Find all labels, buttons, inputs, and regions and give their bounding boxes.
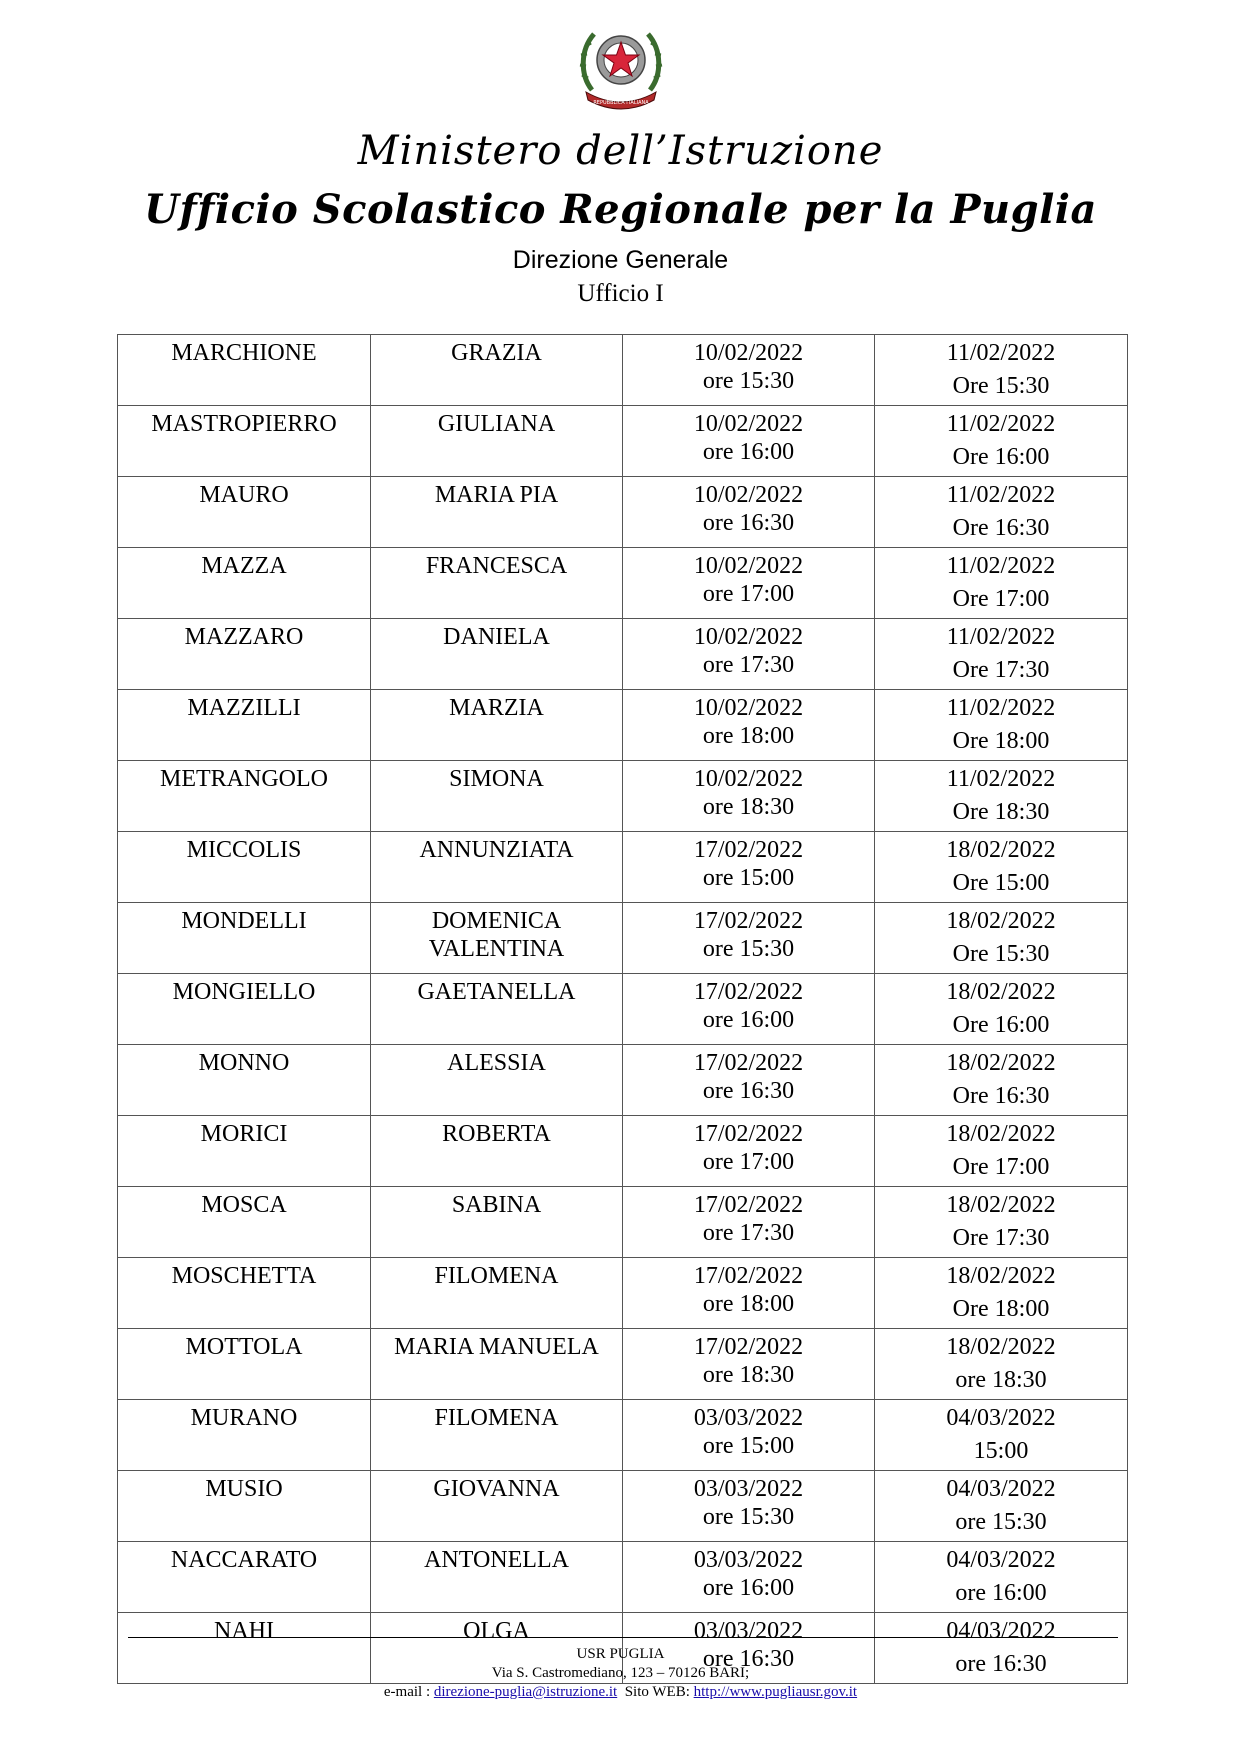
name-cell <box>371 335 623 406</box>
second-date-cell <box>875 335 1128 406</box>
surname-text: MUSIO <box>205 1476 283 1502</box>
second-date-cell <box>875 477 1128 548</box>
surname-cell <box>118 1471 371 1542</box>
time-text: Ore 18:30 <box>952 799 1050 825</box>
footer-address: Via S. Castromediano, 123 – 70126 BARI; <box>491 1665 750 1681</box>
name-cell <box>371 974 623 1045</box>
time-text: Ore 15:30 <box>952 941 1050 967</box>
unit-title: Ufficio I <box>577 280 664 307</box>
name-cell <box>371 548 623 619</box>
date-text: 10/02/2022 <box>693 482 804 508</box>
name-cell <box>371 619 623 690</box>
surname-cell <box>118 619 371 690</box>
surname-text: MOSCHETTA <box>171 1263 317 1289</box>
date-text: 18/02/2022 <box>946 1192 1056 1218</box>
table-row <box>118 1116 1128 1187</box>
table-row <box>118 903 1128 974</box>
name-cell <box>371 1258 623 1329</box>
date-text: 03/03/2022 <box>693 1618 804 1644</box>
first-date-cell <box>623 1329 875 1400</box>
name-text: ALESSIA <box>447 1050 546 1076</box>
date-text: 04/03/2022 <box>946 1476 1056 1502</box>
first-date-cell <box>623 832 875 903</box>
surname-text: MOTTOLA <box>185 1334 303 1360</box>
time-text: ore 17:30 <box>702 652 795 678</box>
surname-text: METRANGOLO <box>160 766 328 792</box>
time-text: 15:00 <box>973 1438 1029 1464</box>
surname-text: MARCHIONE <box>171 340 317 366</box>
surname-cell <box>118 761 371 832</box>
time-text: Ore 18:00 <box>952 728 1050 754</box>
name-cell <box>371 761 623 832</box>
date-text: 10/02/2022 <box>693 411 804 437</box>
second-date-cell <box>875 690 1128 761</box>
surname-cell <box>118 406 371 477</box>
footer-contacts <box>0 1683 1241 1702</box>
date-text: 04/03/2022 <box>946 1618 1056 1644</box>
name-cell <box>371 1471 623 1542</box>
surname-text: MAURO <box>199 482 289 508</box>
name-text: ROBERTA <box>442 1121 551 1147</box>
first-date-cell <box>623 1187 875 1258</box>
surname-cell <box>118 832 371 903</box>
name-text: FRANCESCA <box>425 553 568 579</box>
footer-org: USR PUGLIA <box>576 1646 665 1662</box>
surname-cell <box>118 335 371 406</box>
time-text: ore 16:00 <box>702 439 795 465</box>
surname-cell <box>118 974 371 1045</box>
surname-cell <box>118 690 371 761</box>
date-text: 10/02/2022 <box>693 553 804 579</box>
time-text: ore 16:30 <box>702 1078 795 1104</box>
second-date-cell <box>875 903 1128 974</box>
time-text: ore 18:30 <box>955 1367 1047 1393</box>
name-cell <box>371 1045 623 1116</box>
table-row <box>118 619 1128 690</box>
surname-cell <box>118 548 371 619</box>
name-text: DOMENICA <box>431 908 562 934</box>
name-text: FILOMENA <box>434 1405 559 1431</box>
schedule-table <box>117 334 1128 1684</box>
time-text: ore 17:00 <box>702 1149 795 1175</box>
email-link[interactable]: direzione-puglia@istruzione.it <box>433 1684 618 1700</box>
date-text: 17/02/2022 <box>693 837 804 863</box>
name-text: VALENTINA <box>428 936 565 962</box>
name-cell <box>371 1187 623 1258</box>
time-text: Ore 17:30 <box>952 657 1050 683</box>
name-text: MARIA PIA <box>434 482 559 508</box>
surname-text: NAHI <box>214 1618 274 1644</box>
first-date-cell <box>623 761 875 832</box>
date-text: 11/02/2022 <box>946 553 1056 579</box>
name-cell <box>371 903 623 974</box>
time-text: Ore 18:00 <box>952 1296 1050 1322</box>
time-text: Ore 17:00 <box>952 586 1050 612</box>
name-cell <box>371 1542 623 1613</box>
surname-cell <box>118 1329 371 1400</box>
name-text: ANTONELLA <box>424 1547 569 1573</box>
table-row <box>118 1329 1128 1400</box>
second-date-cell <box>875 1542 1128 1613</box>
name-cell <box>371 1329 623 1400</box>
surname-text: MONGIELLO <box>172 979 316 1005</box>
second-date-cell <box>875 619 1128 690</box>
second-date-cell <box>875 1116 1128 1187</box>
svg-text:REPUBBLICA ITALIANA: REPUBBLICA ITALIANA <box>593 100 649 106</box>
surname-cell <box>118 1187 371 1258</box>
time-text: Ore 15:00 <box>952 870 1050 896</box>
second-date-cell <box>875 1258 1128 1329</box>
time-text: ore 15:00 <box>702 1433 795 1459</box>
table-row <box>118 1045 1128 1116</box>
time-text: ore 17:30 <box>702 1220 795 1246</box>
first-date-cell <box>623 1471 875 1542</box>
second-date-cell <box>875 1187 1128 1258</box>
date-text: 17/02/2022 <box>693 908 804 934</box>
first-date-cell <box>623 1542 875 1613</box>
table-row <box>118 335 1128 406</box>
name-text: SIMONA <box>449 766 544 792</box>
first-date-cell <box>623 406 875 477</box>
name-cell <box>371 406 623 477</box>
time-text: Ore 16:30 <box>952 515 1050 541</box>
date-text: 17/02/2022 <box>693 979 804 1005</box>
directorate-title: Direzione Generale <box>512 246 729 274</box>
time-text: ore 18:00 <box>702 723 795 749</box>
surname-text: MICCOLIS <box>186 837 302 863</box>
table-row <box>118 690 1128 761</box>
name-text: OLGA <box>463 1618 530 1644</box>
time-text: ore 15:30 <box>955 1509 1047 1535</box>
date-text: 18/02/2022 <box>946 837 1056 863</box>
office-title: Ufficio Scolastico Regionale per la Puglia <box>144 186 1097 233</box>
date-text: 10/02/2022 <box>693 766 804 792</box>
surname-cell <box>118 903 371 974</box>
name-text: SABINA <box>451 1192 542 1218</box>
surname-text: MAZZA <box>201 553 287 579</box>
surname-cell <box>118 1542 371 1613</box>
name-text: FILOMENA <box>434 1263 559 1289</box>
table-row <box>118 548 1128 619</box>
name-text: GAETANELLA <box>417 979 576 1005</box>
second-date-cell <box>875 548 1128 619</box>
time-text: Ore 16:00 <box>952 1012 1050 1038</box>
surname-text: MASTROPIERRO <box>151 411 337 437</box>
name-cell <box>371 690 623 761</box>
name-text: DANIELA <box>443 624 550 650</box>
first-date-cell <box>623 477 875 548</box>
date-text: 10/02/2022 <box>693 340 804 366</box>
date-text: 18/02/2022 <box>946 1050 1056 1076</box>
email-label: e-mail : <box>383 1684 431 1700</box>
time-text: Ore 16:30 <box>952 1083 1050 1109</box>
name-cell <box>371 1116 623 1187</box>
surname-text: MORICI <box>200 1121 288 1147</box>
date-text: 18/02/2022 <box>946 1121 1056 1147</box>
second-date-cell <box>875 761 1128 832</box>
date-text: 17/02/2022 <box>693 1192 804 1218</box>
first-date-cell <box>623 548 875 619</box>
second-date-cell <box>875 406 1128 477</box>
time-text: ore 15:30 <box>702 936 795 962</box>
first-date-cell <box>623 619 875 690</box>
first-date-cell <box>623 1116 875 1187</box>
table-row <box>118 1187 1128 1258</box>
date-text: 10/02/2022 <box>693 695 804 721</box>
date-text: 03/03/2022 <box>693 1405 804 1431</box>
second-date-cell <box>875 974 1128 1045</box>
date-text: 18/02/2022 <box>946 1263 1056 1289</box>
first-date-cell <box>623 1400 875 1471</box>
date-text: 17/02/2022 <box>693 1334 804 1360</box>
date-text: 17/02/2022 <box>693 1121 804 1147</box>
date-text: 04/03/2022 <box>946 1405 1056 1431</box>
date-text: 03/03/2022 <box>693 1476 804 1502</box>
time-text: ore 16:00 <box>702 1007 795 1033</box>
surname-cell <box>118 1116 371 1187</box>
first-date-cell <box>623 690 875 761</box>
time-text: ore 16:00 <box>702 1575 795 1601</box>
date-text: 11/02/2022 <box>946 340 1056 366</box>
surname-text: NACCARATO <box>170 1547 318 1573</box>
time-text: Ore 15:30 <box>952 373 1050 399</box>
web-label: Sito WEB: <box>624 1684 690 1700</box>
name-text: ANNUNZIATA <box>419 837 574 863</box>
table-row <box>118 406 1128 477</box>
table-row <box>118 1471 1128 1542</box>
date-text: 11/02/2022 <box>946 624 1056 650</box>
table-row <box>118 974 1128 1045</box>
date-text: 03/03/2022 <box>693 1547 804 1573</box>
footer-divider <box>128 1637 1118 1638</box>
table-row <box>118 832 1128 903</box>
first-date-cell <box>623 1258 875 1329</box>
date-text: 04/03/2022 <box>946 1547 1056 1573</box>
name-cell <box>371 832 623 903</box>
second-date-cell <box>875 1045 1128 1116</box>
surname-cell <box>118 1258 371 1329</box>
time-text: ore 16:30 <box>702 510 795 536</box>
date-text: 17/02/2022 <box>693 1263 804 1289</box>
name-text: MARZIA <box>449 695 544 721</box>
date-text: 10/02/2022 <box>693 624 804 650</box>
date-text: 18/02/2022 <box>946 979 1056 1005</box>
time-text: ore 16:00 <box>955 1580 1047 1606</box>
second-date-cell <box>875 1400 1128 1471</box>
first-date-cell <box>623 903 875 974</box>
date-text: 11/02/2022 <box>946 482 1056 508</box>
date-text: 18/02/2022 <box>946 908 1056 934</box>
web-link[interactable]: http://www.pugliausr.gov.it <box>693 1684 858 1700</box>
date-text: 17/02/2022 <box>693 1050 804 1076</box>
name-text: GIULIANA <box>437 411 556 437</box>
name-text: MARIA MANUELA <box>394 1334 599 1360</box>
second-date-cell <box>875 1471 1128 1542</box>
first-date-cell <box>623 335 875 406</box>
time-text: Ore 16:00 <box>952 444 1050 470</box>
second-date-cell <box>875 832 1128 903</box>
table-row <box>118 1400 1128 1471</box>
date-text: 11/02/2022 <box>946 766 1056 792</box>
time-text: ore 18:30 <box>702 794 795 820</box>
surname-text: MONDELLI <box>181 908 307 934</box>
time-text: ore 15:30 <box>702 1504 795 1530</box>
second-date-cell <box>875 1329 1128 1400</box>
date-text: 11/02/2022 <box>946 411 1056 437</box>
name-cell <box>371 477 623 548</box>
table-row <box>118 477 1128 548</box>
time-text: Ore 17:30 <box>952 1225 1050 1251</box>
surname-text: MAZZILLI <box>187 695 301 721</box>
surname-text: MONNO <box>198 1050 290 1076</box>
name-text: GIOVANNA <box>433 1476 560 1502</box>
time-text: ore 15:30 <box>702 368 795 394</box>
surname-text: MOSCA <box>201 1192 287 1218</box>
date-text: 18/02/2022 <box>946 1334 1056 1360</box>
time-text: ore 17:00 <box>702 581 795 607</box>
surname-text: MAZZARO <box>184 624 304 650</box>
time-text: ore 16:30 <box>702 1646 795 1672</box>
name-cell <box>371 1400 623 1471</box>
table-row <box>118 1258 1128 1329</box>
ministry-title: Ministero dell’Istruzione <box>357 128 884 174</box>
time-text: Ore 17:00 <box>952 1154 1050 1180</box>
date-text: 11/02/2022 <box>946 695 1056 721</box>
name-text: GRAZIA <box>451 340 542 366</box>
surname-cell <box>118 1045 371 1116</box>
first-date-cell <box>623 974 875 1045</box>
italian-republic-emblem-icon <box>578 20 664 112</box>
table-row <box>118 1542 1128 1613</box>
first-date-cell <box>623 1045 875 1116</box>
surname-cell <box>118 477 371 548</box>
surname-text: MURANO <box>190 1405 298 1431</box>
time-text: ore 18:00 <box>702 1291 795 1317</box>
table-row <box>118 761 1128 832</box>
surname-cell <box>118 1400 371 1471</box>
time-text: ore 16:30 <box>955 1651 1047 1677</box>
time-text: ore 18:30 <box>702 1362 795 1388</box>
time-text: ore 15:00 <box>702 865 795 891</box>
